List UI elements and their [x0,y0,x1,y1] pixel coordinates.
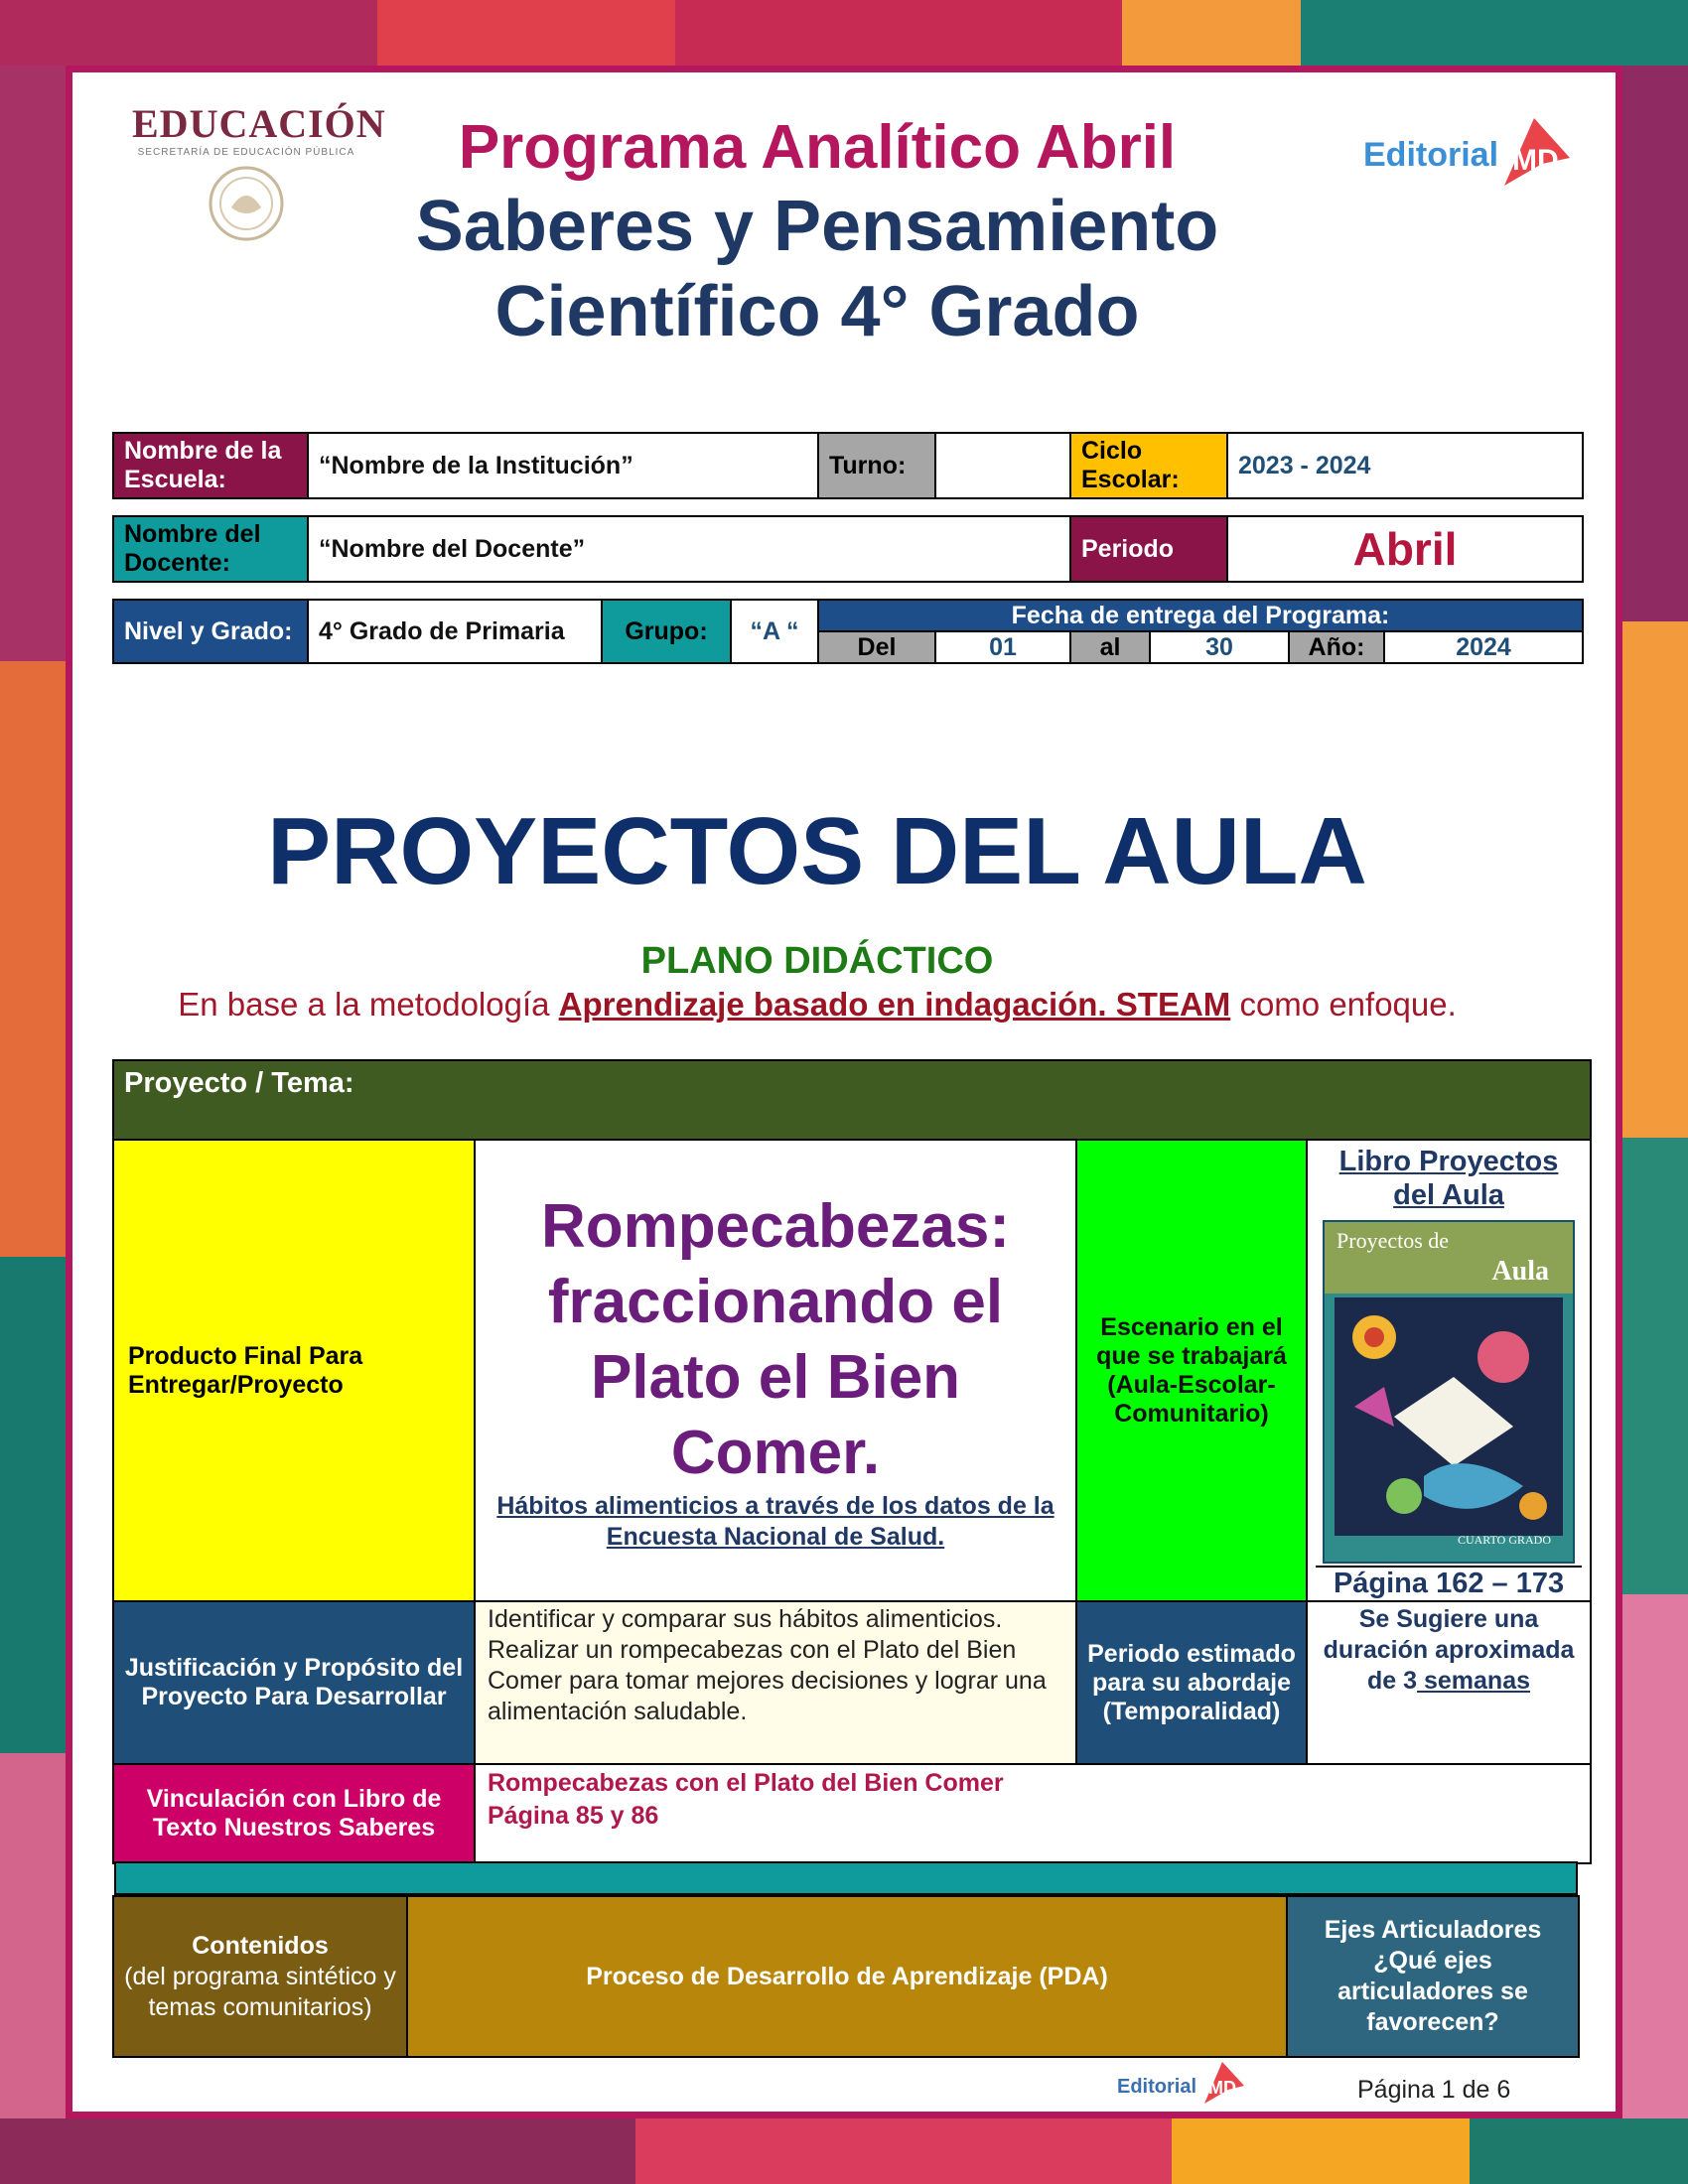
methodology-suffix: como enfoque. [1230,986,1457,1023]
bg-block [0,66,66,661]
methodology-link[interactable]: Aprendizaje basado en indagación. STEAM [558,986,1231,1023]
school-name-field[interactable]: “Nombre de la Institución” [308,433,818,498]
bg-block [1622,1138,1688,1594]
title-line1: Programa Analítico Abril [458,113,1177,182]
contenidos-sub: (del programa sintético y temas comunitarios) [124,1962,396,2021]
document-page [66,66,1622,2118]
publisher-mark-text: MD [1512,144,1559,177]
school-label: Nombre de la Escuela: [113,433,308,498]
title-line3: Científico 4° Grado [494,272,1140,351]
grupo-label: Grupo: [602,600,731,663]
ciclo-label: Ciclo Escolar: [1070,433,1227,498]
vinculacion-line2: Página 85 y 86 [488,1802,659,1830]
sep-logo [132,100,386,259]
page-title [370,112,1264,354]
vinculacion-label: Vinculación con Libro de Texto Nuestros Saberes [146,1785,442,1842]
bg-block [0,1753,66,2118]
anio-label: Año: [1289,631,1384,663]
duracion-cell [1307,1601,1591,1764]
periodo-field[interactable]: Abril [1227,516,1583,582]
producto-subtitle[interactable]: Hábitos alimenticios a través de los datos de la Encuesta Nacional de Salud. [496,1491,1055,1551]
bg-block [0,661,66,1257]
justificacion-cell [475,1601,1076,1764]
footer-publisher-logo [1117,2058,1266,2108]
libro-cell [1307,1140,1591,1601]
nivel-field[interactable]: 4° Grado de Primaria [308,600,602,663]
escenario-cell [1076,1140,1307,1601]
footer-publisher-mark-icon [1198,2058,1248,2108]
contenidos-label: Contenidos [192,1931,329,1960]
footer-publisher-mark-text: MD [1208,2078,1236,2098]
publisher-name: Editorial [1363,136,1499,174]
producto-label: Producto Final Para Entregar/Proyecto [128,1341,363,1399]
section-subtitle: PLANO DIDÁCTICO [640,940,994,982]
bg-block [1622,621,1688,1138]
bg-block [1622,1594,1688,2118]
book-illustration-icon [1335,1297,1563,1536]
vinculacion-label-cell [113,1764,475,1863]
book-cover [1323,1220,1575,1564]
turno-label: Turno: [818,433,935,498]
duracion-text: Se Sugiere una duración aproximada de 3 [1323,1605,1575,1695]
section-title: PROYECTOS DEL AULA [267,798,1367,904]
libro-label[interactable]: Libro Proyectos del Aula [1338,1146,1559,1211]
nivel-label: Nivel y Grado: [113,600,308,663]
producto-label-cell [113,1140,475,1601]
producto-title: Rompecabezas: fraccionando el Plato el Bien Comer. [540,1191,1011,1487]
bg-block [1172,2118,1470,2184]
vinculacion-cell [475,1764,1591,1863]
duracion-link[interactable]: semanas [1417,1667,1531,1695]
tema-header [113,1060,1591,1140]
tema-label: Proyecto / Tema: [124,1067,354,1099]
ciclo-field[interactable]: 2023 - 2024 [1227,433,1583,498]
pagina-label: Página 162 – 173 [1316,1566,1582,1600]
periodo-estimado-cell [1076,1601,1307,1764]
bg-block [0,2118,635,2184]
docente-table [112,515,1584,583]
footer-publisher-name: Editorial [1117,2076,1197,2098]
docente-field[interactable]: “Nombre del Docente” [308,516,1070,582]
vinculacion-line1: Rompecabezas con el Plato del Bien Comer [488,1769,1004,1797]
methodology-line [72,986,1562,1024]
page-number: Página 1 de 6 [1357,2076,1511,2104]
bg-block [0,0,377,66]
bg-block [1622,66,1688,621]
bg-block [1470,2118,1688,2184]
methodology-prefix: En base a la metodología [178,986,559,1023]
info-table [112,432,1584,499]
nivel-table [112,599,1584,664]
bg-block [675,0,1122,66]
justificacion-label-cell [113,1601,475,1764]
coat-of-arms-icon [202,164,291,243]
contenidos-table [112,1895,1580,2058]
periodo-estimado-label: Periodo estimado para su abordaje (Temporalidad) [1087,1639,1296,1725]
pda-cell [407,1896,1287,2057]
ejes-cell [1287,1896,1579,2057]
ejes-label: Ejes Articuladores ¿Qué ejes articuladores se favorecen? [1324,1916,1542,2036]
del-label: Del [818,631,935,663]
project-table [112,1059,1592,1864]
publisher-mark-icon [1494,112,1574,192]
contenidos-cell [113,1896,407,2057]
bg-block [377,0,675,66]
title-line2: Saberes y Pensamiento [415,187,1219,266]
fecha-label: Fecha de entrega del Programa: [818,600,1583,631]
grupo-field[interactable]: “A “ [731,600,818,663]
book-title-big: Aula [1491,1256,1550,1287]
escenario-label: Escenario en el que se trabajará (Aula-Escolar-Comunitario) [1096,1312,1287,1428]
book-grade: CUARTO GRADO [1457,1533,1552,1547]
docente-label: Nombre del Docente: [113,516,308,582]
teal-separator [114,1861,1578,1895]
bg-block [635,2118,1172,2184]
pda-label: Proceso de Desarrollo de Aprendizaje (PDA) [586,1962,1108,1990]
del-field[interactable]: 01 [935,631,1070,663]
bg-block [1122,0,1301,66]
publisher-logo [1363,112,1582,192]
turno-field[interactable] [935,433,1070,498]
anio-field[interactable]: 2024 [1384,631,1583,663]
periodo-label: Periodo [1070,516,1227,582]
sep-logo-text: EDUCACIÓN [132,101,386,146]
al-field[interactable]: 30 [1150,631,1289,663]
justificacion-label: Justificación y Propósito del Proyecto Para Desarrollar [124,1654,464,1710]
bg-block [0,1257,66,1753]
sep-logo-subtext: SECRETARÍA DE EDUCACIÓN PÚBLICA [137,147,355,158]
producto-cell [475,1140,1076,1601]
al-label: al [1070,631,1150,663]
book-title-small: Proyectos de [1336,1228,1450,1253]
bg-block [1301,0,1688,66]
justificacion-text: Identificar y comparar sus hábitos alimenticios. Realizar un rompecabezas con el Plato del Bien Comer para tomar mejores decisiones y lograr una alimentación saludable. [488,1605,1047,1725]
